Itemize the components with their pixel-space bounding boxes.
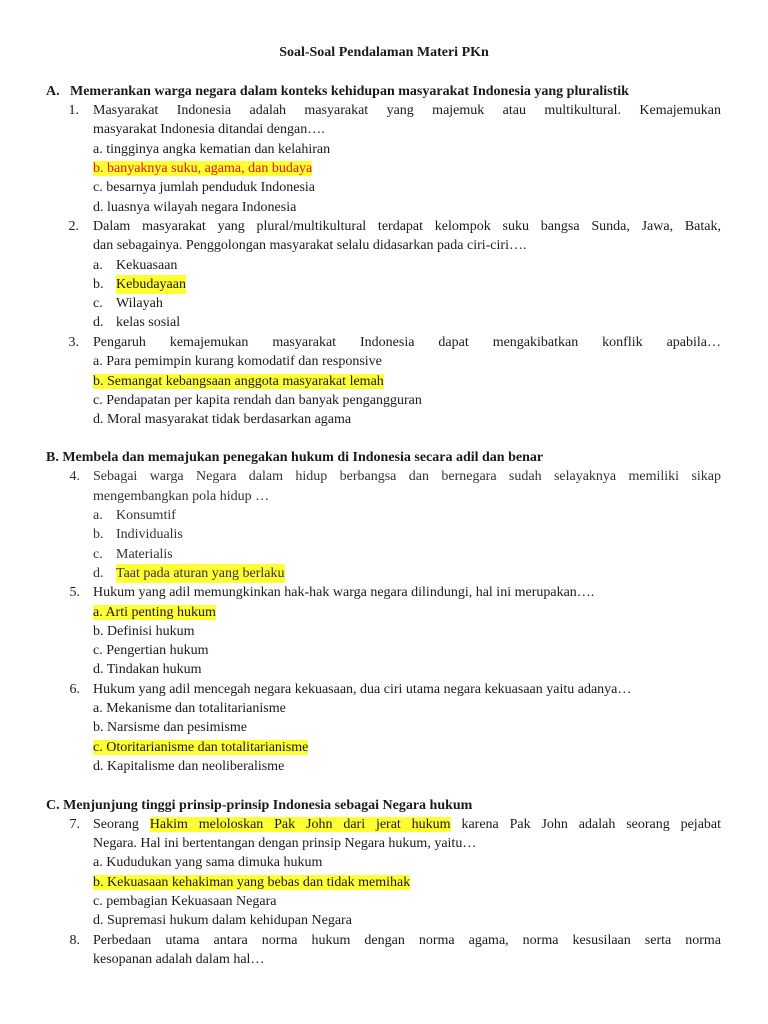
question-8-number: 8. bbox=[69, 933, 80, 948]
question-3-line-1: Pengaruh kemajemukan masyarakat Indonesia dapat mengakibatkan konflik apabila… bbox=[93, 335, 721, 350]
question-5-number: 5. bbox=[69, 585, 80, 600]
question-3-option-c: c. Pendapatan per kapita rendah dan banyak pengangguran bbox=[93, 393, 422, 408]
question-1-option-a: a. tingginya angka kematian dan kelahiran bbox=[93, 142, 331, 157]
section-b-heading bbox=[46, 448, 543, 467]
option-label: a. bbox=[93, 258, 103, 273]
question-5-line-1: Hukum yang adil memungkinkan hak-hak warga negara dilindungi, hal ini merupakan…. bbox=[93, 585, 595, 600]
option-label: c. bbox=[93, 547, 103, 562]
option-text: Wilayah bbox=[116, 296, 163, 311]
question-1-option-b bbox=[93, 159, 312, 178]
question-7-text-pre: Seorang bbox=[93, 817, 139, 832]
question-6-option-c bbox=[93, 738, 308, 757]
option-label: c. bbox=[93, 296, 103, 311]
option-text: Kekuasaan bbox=[116, 258, 178, 273]
question-1-option-d: d. luasnya wilayah negara Indonesia bbox=[93, 200, 297, 215]
question-7-option-d: d. Supremasi hukum dalam kehidupan Negara bbox=[93, 913, 352, 928]
question-6-option-a: a. Mekanisme dan totalitarianisme bbox=[93, 701, 286, 716]
question-6-option-b: b. Narsisme dan pesimisme bbox=[93, 720, 247, 735]
question-5-answer-highlight: a. Arti penting hukum bbox=[93, 605, 216, 620]
section-c-letter: C. bbox=[46, 798, 60, 813]
document-title: Soal-Soal Pendalaman Materi PKn bbox=[279, 45, 489, 60]
question-7-answer-highlight: b. Kekuasaan kehakiman yang bebas dan tidak memihak bbox=[93, 875, 411, 890]
question-5-option-b: b. Definisi hukum bbox=[93, 624, 195, 639]
option-label: b. bbox=[93, 277, 104, 292]
question-2-answer-highlight: Kebudayaan bbox=[116, 275, 186, 294]
question-6-line-1: Hukum yang adil mencegah negara kekuasaan, dua ciri utama negara kekuasaan yaitu adanya… bbox=[93, 682, 632, 697]
section-a-letter: A. bbox=[46, 84, 60, 99]
question-3-option-d: d. Moral masyarakat tidak berdasarkan agama bbox=[93, 412, 352, 427]
question-2-line-2: dan sebagainya. Penggolongan masyarakat selalu didasarkan pada ciri-ciri…. bbox=[93, 238, 527, 253]
question-2-number: 2. bbox=[68, 219, 79, 234]
option-label: a. bbox=[93, 508, 103, 523]
question-1-number: 1. bbox=[68, 103, 79, 118]
section-a-heading bbox=[46, 82, 629, 101]
option-text: Individualis bbox=[116, 527, 183, 542]
question-7-option-b bbox=[93, 873, 410, 892]
option-text: Materialis bbox=[116, 547, 173, 562]
question-7-phrase-highlight: Hakim meloloskan Pak John dari jerat hukum bbox=[149, 817, 451, 832]
question-4-line-2: mengembangkan pola hidup … bbox=[93, 489, 270, 504]
section-c-text: Menjunjung tinggi prinsip-prinsip Indonesia sebagai Negara hukum bbox=[63, 798, 473, 813]
section-b-letter: B. bbox=[46, 450, 59, 465]
question-7-number: 7. bbox=[69, 817, 80, 832]
question-1-answer-highlight: b. banyaknya suku, agama, dan budaya bbox=[93, 161, 313, 176]
question-7-line-2: Negara. Hal ini bertentangan dengan prinsip Negara hukum, yaitu… bbox=[93, 836, 477, 851]
question-6-number: 6. bbox=[69, 682, 80, 697]
option-label: d. bbox=[93, 566, 104, 581]
section-c-heading bbox=[46, 796, 472, 815]
question-6-option-d: d. Kapitalisme dan neoliberalisme bbox=[93, 759, 285, 774]
question-3-option-a: a. Para pemimpin kurang komodatif dan responsive bbox=[93, 354, 382, 369]
question-6-answer-highlight: c. Otoritarianisme dan totalitarianisme bbox=[93, 740, 309, 755]
option-text: Konsumtif bbox=[116, 508, 176, 523]
question-5-option-a bbox=[93, 603, 216, 622]
option-label: d. bbox=[93, 315, 104, 330]
question-5-option-c: c. Pengertian hukum bbox=[93, 643, 209, 658]
section-a-text: Memerankan warga negara dalam konteks kehidupan masyarakat Indonesia yang pluralistik bbox=[70, 84, 629, 99]
question-4-number: 4. bbox=[69, 469, 80, 484]
question-1-line-1: Masyarakat Indonesia adalah masyarakat yang majemuk atau multikultural. Kemajemukan bbox=[93, 103, 721, 118]
question-1-line-2: masyarakat Indonesia ditandai dengan…. bbox=[93, 122, 325, 137]
question-3-option-b bbox=[93, 372, 384, 391]
question-7-option-c: c. pembagian Kekuasaan Negara bbox=[93, 894, 277, 909]
question-8-line-1: Perbedaan utama antara norma hukum dengan norma agama, norma kesusilaan serta norma bbox=[93, 933, 721, 948]
question-4-answer-highlight: Taat pada aturan yang berlaku bbox=[116, 564, 285, 583]
question-2-line-1: Dalam masyarakat yang plural/multikultural terdapat kelompok suku bangsa Sunda, Jawa, Batak, bbox=[93, 219, 721, 234]
option-label: b. bbox=[93, 527, 104, 542]
option-text: kelas sosial bbox=[116, 315, 181, 330]
section-b-text: Membela dan memajukan penegakan hukum di Indonesia secara adil dan benar bbox=[62, 450, 544, 465]
question-7-line-1 bbox=[93, 815, 721, 834]
question-7-text-post: karena Pak John adalah seorang pejabat bbox=[461, 817, 722, 832]
question-5-option-d: d. Tindakan hukum bbox=[93, 662, 202, 677]
question-4-line-1: Sebagai warga Negara dalam hidup berbangsa dan bernegara sudah selayaknya memiliki sikap bbox=[93, 469, 721, 484]
question-3-answer-highlight: b. Semangat kebangsaan anggota masyarakat lemah bbox=[93, 374, 384, 389]
question-7-option-a: a. Kududukan yang sama dimuka hukum bbox=[93, 855, 323, 870]
question-1-option-c: c. besarnya jumlah penduduk Indonesia bbox=[93, 180, 315, 195]
question-8-line-2: kesopanan adalah dalam hal… bbox=[93, 952, 265, 967]
question-3-number: 3. bbox=[68, 335, 79, 350]
